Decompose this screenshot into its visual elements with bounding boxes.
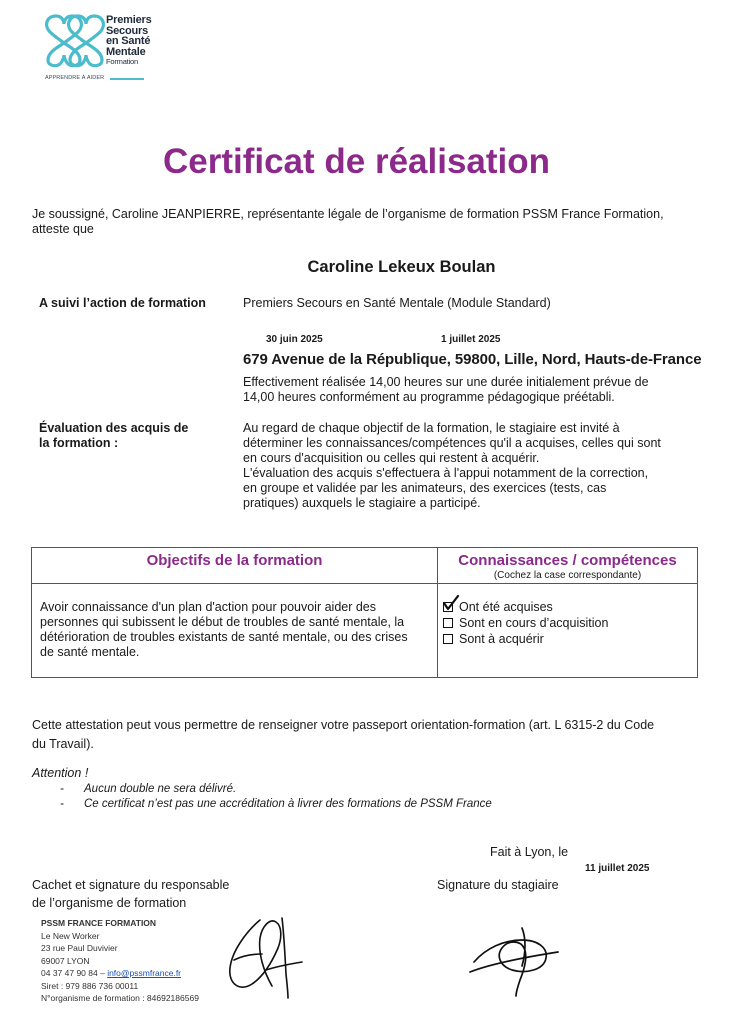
done-date: 11 juillet 2025 (585, 863, 650, 874)
evaluation-line: pratiques) auxquels le stagiaire a participé. (243, 496, 481, 510)
checkbox-in-progress[interactable] (443, 618, 453, 628)
stamp-line-3: 69007 LYON (41, 955, 90, 966)
objective-text (40, 600, 435, 660)
intro-line-2: atteste que (32, 222, 94, 236)
evaluation-line: L'évaluation des acquis s'effectuera à l'appui notamment de la correction, (243, 466, 649, 480)
logo-line-1: Premiers (106, 14, 152, 26)
trainee-signature-image (466, 918, 566, 998)
option-label: Sont à acquérir (459, 632, 544, 646)
option-in-progress[interactable] (443, 615, 608, 631)
pssm-logo-icon (42, 12, 108, 68)
stamp-siret: Siret : 979 886 736 00011 (41, 980, 139, 991)
warning-title: Attention ! (32, 766, 89, 780)
stamp-org-number: N°organisme de formation : 84692186569 (41, 993, 199, 1003)
trainee-name: Caroline Lekeux Boulan (307, 258, 496, 276)
attestation-line-1: Cette attestation peut vous permettre de renseigner votre passeport orientation-formation (art. L 6315-2 du Code (32, 718, 655, 732)
intro-text (32, 207, 732, 237)
stamp-phone: 04 37 47 90 84 – (41, 968, 105, 978)
logo-line-2: Secours (106, 24, 149, 37)
logo-line-5: Formation (106, 57, 138, 66)
stamp-contact (41, 967, 199, 980)
objective-line: détérioration de troubles existants de santé mentale, ou des crises (40, 630, 408, 644)
logo (42, 12, 152, 84)
org-signature-label (32, 876, 229, 912)
stamp-email-link[interactable]: info@pssmfrance.fr (107, 968, 182, 978)
objective-line: personnes qui subissent le début de troubles de santé mentale, la (40, 615, 405, 629)
competences-header: Connaissances / compétences (458, 552, 677, 569)
evaluation-label (39, 421, 188, 451)
evaluation-line: déterminer les connaissances/compétences qu'il a acquises, celles qui sont (243, 436, 661, 450)
evaluation-label-line-2: la formation : (39, 436, 119, 450)
attestation-text (32, 716, 732, 754)
checkbox-to-acquire[interactable] (443, 634, 453, 644)
objectives-table (31, 547, 698, 678)
logo-line-4: Mentale (106, 45, 146, 58)
evaluation-text (243, 421, 723, 511)
objective-line: de santé mentale. (40, 645, 140, 659)
intro-line-1: Je soussigné, Caroline JEANPIERRE, représentante légale de l’organisme de formation PSSM France Formation, (32, 207, 664, 221)
stamp-line-1: Le New Worker (41, 930, 100, 941)
done-at: Fait à Lyon, le (490, 845, 569, 859)
org-signature-label-line-1: Cachet et signature du responsable (32, 878, 230, 892)
trainee-signature-label: Signature du stagiaire (437, 878, 559, 892)
objectives-header: Objectifs de la formation (146, 552, 323, 569)
logo-underline (110, 78, 144, 80)
evaluation-line: Au regard de chaque objectif de la formation, le stagiaire est invité à (243, 421, 620, 435)
start-date: 30 juin 2025 (266, 334, 323, 345)
logo-tagline: APPRENDRE À AIDER (45, 75, 105, 81)
action-label: A suivi l’action de formation (39, 296, 206, 310)
org-signature-image (222, 912, 312, 1004)
training-address: 679 Avenue de la République, 59800, Lille, Nord, Hauts-de-France (243, 351, 702, 368)
warning-list (60, 782, 492, 812)
stamp-name: PSSM FRANCE FORMATION (41, 918, 157, 928)
objective-line: Avoir connaissance d'un plan d'action pour pouvoir aider des (40, 600, 377, 614)
logo-line-3: en Santé (106, 35, 151, 47)
end-date: 1 juillet 2025 (441, 334, 501, 345)
option-acquired[interactable] (443, 599, 608, 615)
organization-stamp (41, 917, 199, 1005)
table-header-divider (32, 583, 697, 584)
evaluation-line: en cours d'acquisition ou celles qui restent à acquérir. (243, 451, 540, 465)
duration-line-1: Effectivement réalisée 14,00 heures sur une durée initialement prévue de (243, 375, 649, 389)
competence-options (443, 599, 608, 647)
evaluation-line: en groupe et validée par les animateurs, des exercices (tests, cas (243, 481, 607, 495)
option-label: Ont été acquises (459, 600, 553, 614)
option-to-acquire[interactable] (443, 631, 608, 647)
attestation-line-2: du Travail). (32, 737, 94, 751)
action-value: Premiers Secours en Santé Mentale (Module Standard) (243, 296, 551, 310)
checkmark-icon (442, 595, 460, 611)
warning-item: - Ce certificat n’est pas une accréditation à livrer des formations de PSSM France (60, 798, 492, 810)
duration-line-2: 14,00 heures conformément au programme pédagogique préétabli. (243, 390, 615, 404)
duration-text (243, 375, 723, 405)
document-title: Certificat de réalisation (162, 142, 551, 181)
evaluation-label-line-1: Évaluation des acquis de (39, 421, 189, 435)
stamp-line-2: 23 rue Paul Duvivier (41, 943, 118, 953)
option-label: Sont en cours d’acquisition (459, 616, 609, 630)
competences-subheader: (Cochez la case correspondante) (493, 570, 642, 581)
warning-item: - Aucun double ne sera délivré. (60, 783, 237, 795)
org-signature-label-line-2: de l’organisme de formation (32, 896, 187, 910)
